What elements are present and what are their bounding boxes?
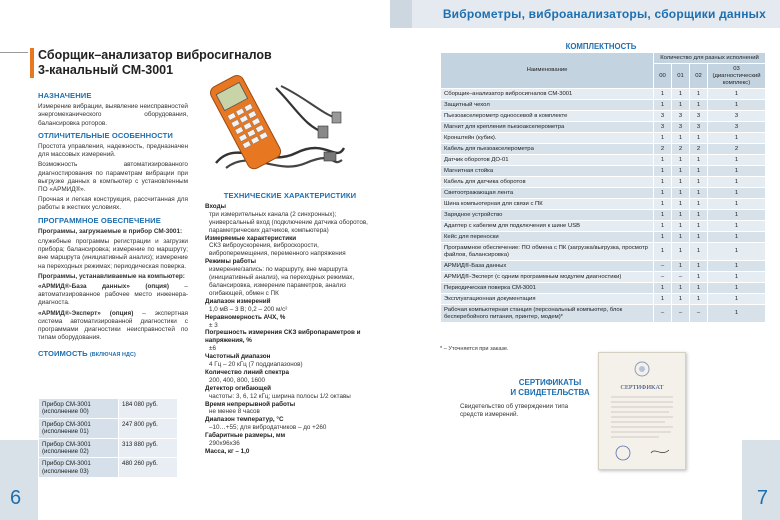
kit-item-qty: 1 xyxy=(708,243,766,261)
spec-value: частоты: 3, 6, 12 кГц; ширина полосы 1/2 октавы xyxy=(209,392,351,400)
kit-item-qty: 2 xyxy=(654,144,672,155)
kit-item-qty: 1 xyxy=(708,100,766,111)
kit-item-qty: 3 xyxy=(708,122,766,133)
kit-item-name: АРМИД®-База данных xyxy=(441,261,654,272)
kit-item-qty: 1 xyxy=(690,261,708,272)
kit-item-name: Кронштейн (кубик). xyxy=(441,133,654,144)
kit-item-qty: 1 xyxy=(672,188,690,199)
kit-item-qty: 1 xyxy=(672,221,690,232)
title-line-1: Сборщик–анализатор вибросигналов xyxy=(38,48,272,62)
kit-item-name: Эксплуатационная документация xyxy=(441,294,654,305)
spec-key: Режимы работы xyxy=(205,258,256,266)
right-page xyxy=(390,0,780,520)
spec-value: 200, 400, 800, 1600 xyxy=(209,376,266,384)
kit-row xyxy=(441,221,766,232)
kit-item-qty: 1 xyxy=(708,261,766,272)
kit-item-qty: 1 xyxy=(690,210,708,221)
spec-value: ± 3 xyxy=(209,321,218,329)
kit-item-qty: 3 xyxy=(708,111,766,122)
kit-col-variant: 01 xyxy=(672,64,690,89)
right-header-bar xyxy=(390,0,780,28)
kit-item-qty: 1 xyxy=(654,177,672,188)
kit-note: * – Уточняется при заказе. xyxy=(440,346,509,352)
kit-item-qty: 1 xyxy=(708,155,766,166)
kit-row xyxy=(441,155,766,166)
section-title: Виброметры, виброанализаторы, сборщики данных xyxy=(442,7,766,21)
kit-row xyxy=(441,188,766,199)
kit-item-qty: 1 xyxy=(708,294,766,305)
kit-item-qty: 1 xyxy=(708,188,766,199)
price-row xyxy=(39,399,178,419)
features-heading: ОТЛИЧИТЕЛЬНЫЕ ОСОБЕННОСТИ xyxy=(38,130,173,140)
software-p2 xyxy=(38,283,188,308)
kit-item-qty: 1 xyxy=(690,221,708,232)
spec-key: Время непрерывной работы xyxy=(205,400,296,408)
kit-item-name: Шина компьютерная для связи с ПК xyxy=(441,199,654,210)
spec-value: не менее 8 часов xyxy=(209,408,260,416)
kit-item-qty: 1 xyxy=(672,232,690,243)
kit-item-qty: 1 xyxy=(672,166,690,177)
kit-item-qty: 1 xyxy=(690,188,708,199)
price-item-value: 313 880 руб. xyxy=(119,438,178,458)
kit-col-name: Наименование xyxy=(441,53,654,89)
kit-item-qty: 1 xyxy=(672,133,690,144)
kit-item-qty: 1 xyxy=(672,89,690,100)
spec-key: Измеряемые характеристики xyxy=(205,234,297,242)
kit-item-name: Пьезоакселерометр одноосевой в комплекте xyxy=(441,111,654,122)
kit-item-qty: 1 xyxy=(654,199,672,210)
cert-doc-title: СЕРТИФИКАТ xyxy=(620,384,664,391)
spec-key: Частотный диапазон xyxy=(205,353,271,361)
left-header-bar xyxy=(0,0,390,28)
price-row xyxy=(39,458,178,478)
kit-row xyxy=(441,261,766,272)
purpose-text: Измерение вибрации, выявление неисправностей энергомеханического оборудования, балансировка роторов. xyxy=(38,103,188,127)
kit-item-qty: – xyxy=(654,272,672,283)
right-page-number-band xyxy=(742,440,780,520)
kit-row xyxy=(441,111,766,122)
kit-item-qty: 1 xyxy=(672,100,690,111)
kit-item-qty: 3 xyxy=(690,111,708,122)
kit-item-qty: 1 xyxy=(690,155,708,166)
specs-block xyxy=(205,188,375,456)
kit-item-qty: 1 xyxy=(708,210,766,221)
kit-item-qty: 1 xyxy=(708,283,766,294)
price-row xyxy=(39,438,178,458)
kit-row xyxy=(441,144,766,155)
kit-item-name: Кабель для датчика оборотов xyxy=(441,177,654,188)
price-heading xyxy=(38,350,188,359)
kit-col-variant: 02 xyxy=(690,64,708,89)
price-item-value: 480 260 руб. xyxy=(119,458,178,478)
kit-item-name: Зарядное устройство xyxy=(441,210,654,221)
price-row xyxy=(39,418,178,438)
price-item-name: Прибор СМ-3001 (исполнение 00) xyxy=(39,399,119,419)
kit-row xyxy=(441,243,766,261)
spec-value: 1,0 мВ – 3 В; 0,2 – 200 м/с² xyxy=(209,305,288,313)
kit-row xyxy=(441,166,766,177)
kit-row xyxy=(441,272,766,283)
kit-item-name: Магнитная стойка xyxy=(441,166,654,177)
spec-key: Погрешность измерения СКЗ вибропараметров и напряжения, % xyxy=(205,329,361,345)
kit-item-qty: 1 xyxy=(690,243,708,261)
kit-row xyxy=(441,283,766,294)
price-item-value: 247 800 руб. xyxy=(119,418,178,438)
kit-item-qty: 2 xyxy=(690,144,708,155)
kit-item-qty: 1 xyxy=(672,177,690,188)
kit-item-qty: 1 xyxy=(654,133,672,144)
kit-item-qty: 1 xyxy=(654,155,672,166)
kit-item-qty: 1 xyxy=(654,232,672,243)
kit-item-qty: 1 xyxy=(690,199,708,210)
kit-item-qty: 1 xyxy=(690,283,708,294)
price-item-name: Прибор СМ-3001 (исполнение 03) xyxy=(39,458,119,478)
kit-item-qty: 1 xyxy=(654,188,672,199)
kit-row xyxy=(441,133,766,144)
left-text-column xyxy=(38,88,188,363)
kit-item-qty: 1 xyxy=(672,261,690,272)
cert-text: Свидетельство об утверждении типа средств измерений. xyxy=(460,403,569,418)
software-p1: служебные программы регистрации и загрузки прибора; балансировка; измерение по маршруту; вне маршрута (инициативный анализ); измерение на переходных режимах; периодическая поверка. xyxy=(38,238,188,270)
kit-row xyxy=(441,305,766,323)
kit-item-qty: 1 xyxy=(708,305,766,323)
kit-item-qty: 1 xyxy=(672,243,690,261)
kit-item-qty: 3 xyxy=(672,111,690,122)
software-p3 xyxy=(38,310,188,343)
kit-item-name: Сборщик–анализатор вибросигналов СМ-3001 xyxy=(441,89,654,100)
kit-item-qty: – xyxy=(672,272,690,283)
price-item-name: Прибор СМ-3001 (исполнение 02) xyxy=(39,438,119,458)
software-sub1: Программы, загружаемые в прибор СМ-3001: xyxy=(38,227,183,235)
kit-col-variant: 03 (диагностический комплекс) xyxy=(708,64,766,89)
kit-heading: КОМПЛЕКТНОСТЬ xyxy=(565,42,637,51)
kit-item-qty: 1 xyxy=(672,155,690,166)
kit-item-qty: 1 xyxy=(708,272,766,283)
kit-row xyxy=(441,199,766,210)
software-p2-text: – автоматизированное рабочее место инженера-диагноста. xyxy=(38,283,188,307)
spec-key: Габаритные размеры, мм xyxy=(205,432,286,440)
kit-row xyxy=(441,232,766,243)
kit-row xyxy=(441,294,766,305)
certificate-image xyxy=(598,352,686,470)
kit-row xyxy=(441,100,766,111)
price-item-value: 184 080 руб. xyxy=(119,399,178,419)
kit-item-qty: 1 xyxy=(708,177,766,188)
device-photo xyxy=(206,68,346,178)
spec-key: Масса, кг – 1,0 xyxy=(205,448,250,455)
kit-item-qty: 1 xyxy=(708,89,766,100)
kit-row xyxy=(441,122,766,133)
kit-item-qty: 1 xyxy=(672,294,690,305)
spec-value: СКЗ виброускорения, виброскорости, виброперемещения, переменного напряжения xyxy=(209,242,346,258)
kit-item-qty: 3 xyxy=(690,122,708,133)
kit-item-qty: 1 xyxy=(654,294,672,305)
software-heading: ПРОГРАММНОЕ ОБЕСПЕЧЕНИЕ xyxy=(38,215,161,225)
kit-item-qty: 1 xyxy=(690,272,708,283)
kit-item-qty: 1 xyxy=(708,166,766,177)
kit-item-qty: 1 xyxy=(690,294,708,305)
kit-item-qty: 1 xyxy=(690,232,708,243)
specs-list xyxy=(205,203,375,456)
kit-item-name: Программное обеспечение: ПО обмена с ПК (загрузка/выгрузка, просмотр файлов, балансировка) xyxy=(441,243,654,261)
kit-item-qty: 1 xyxy=(708,221,766,232)
spec-key: Диапазон температур, °С xyxy=(205,416,284,424)
kit-item-qty: 1 xyxy=(654,100,672,111)
kit-item-qty: 2 xyxy=(672,144,690,155)
title-rule xyxy=(0,52,28,53)
spec-key: Неравномерность АЧХ, % xyxy=(205,313,286,321)
kit-item-qty: 1 xyxy=(654,221,672,232)
kit-item-qty: 1 xyxy=(654,243,672,261)
features-p1: Простота управления, надежность, предназначен для массовых измерений. xyxy=(38,143,188,159)
spec-value: измерение/запись: по маршруту, вне маршрута (инициативный анализ), на переходных режимах, балансировка, измерение параметров, анализ огибающей, обмен с ПК xyxy=(209,266,355,297)
header-tab xyxy=(390,0,412,28)
title-line-2: 3-канальный СМ-3001 xyxy=(38,63,174,77)
kit-item-qty: 1 xyxy=(690,177,708,188)
cert-heading-line-1: СЕРТИФИКАТЫ xyxy=(518,378,582,387)
right-page-number: 7 xyxy=(756,487,768,509)
kit-item-qty: – xyxy=(654,305,672,323)
software-p3-text: – экспертная система автоматизированной диагностики с программами диагностики неисправностей по типам оборудования. xyxy=(38,309,188,342)
kit-header-row xyxy=(441,53,766,64)
spec-key: Детектор огибающей xyxy=(205,384,271,392)
kit-item-name: Рабочая компьютерная станция (персональный компьютер, блок бесперебойного питания, принтер, модем)* xyxy=(441,305,654,323)
spec-value: 290х96х36 xyxy=(209,440,240,448)
price-table xyxy=(38,398,178,478)
specs-heading: ТЕХНИЧЕСКИЕ ХАРАКТЕРИСТИКИ xyxy=(223,191,357,200)
spec-value: 4 Гц – 20 кГц (7 поддиапазонов) xyxy=(209,361,303,369)
kit-item-qty: 1 xyxy=(672,210,690,221)
kit-item-qty: – xyxy=(690,305,708,323)
kit-item-qty: 1 xyxy=(690,166,708,177)
kit-item-qty: 1 xyxy=(690,100,708,111)
kit-item-qty: 1 xyxy=(654,166,672,177)
spec-value: –10…+55; для вибродатчиков – до +260 xyxy=(209,424,327,432)
cert-heading-line-2: И СВИДЕТЕЛЬСТВА xyxy=(510,388,590,397)
spec-key: Количество линий спектра xyxy=(205,368,290,376)
spec-value: ±6 xyxy=(209,345,216,353)
features-p3: Прочная и легкая конструкция, рассчитанная для работы в жестких условиях. xyxy=(38,196,188,212)
kit-item-name: Защитный чехол xyxy=(441,100,654,111)
kit-item-name: Кабель для пьезоакселерометра xyxy=(441,144,654,155)
kit-item-qty: – xyxy=(672,305,690,323)
kit-row xyxy=(441,210,766,221)
software-p3-bold: «АРМИД®-Эксперт» (опция) xyxy=(38,309,134,317)
kit-item-qty: 3 xyxy=(654,122,672,133)
certificate-drawing xyxy=(599,353,685,469)
kit-item-qty: 1 xyxy=(672,283,690,294)
kit-item-qty: 1 xyxy=(708,199,766,210)
kit-item-qty: 1 xyxy=(654,89,672,100)
kit-item-qty: 1 xyxy=(690,133,708,144)
price-item-name: Прибор СМ-3001 (исполнение 01) xyxy=(39,418,119,438)
kit-item-qty: 3 xyxy=(672,122,690,133)
software-p2-bold: «АРМИД®-База данных» (опция) xyxy=(38,283,169,291)
spec-key: Входы xyxy=(205,202,226,210)
kit-item-qty: 1 xyxy=(654,283,672,294)
kit-item-qty: 1 xyxy=(708,232,766,243)
kit-item-qty: – xyxy=(654,261,672,272)
kit-item-qty: 1 xyxy=(708,133,766,144)
software-sub2: Программы, устанавливаемые на компьютер: xyxy=(38,272,185,280)
purpose-heading: НАЗНАЧЕНИЕ xyxy=(38,91,92,100)
kit-row xyxy=(441,89,766,100)
kit-item-qty: 1 xyxy=(690,89,708,100)
kit-item-qty: 1 xyxy=(654,210,672,221)
left-page-number-band xyxy=(0,440,38,520)
kit-item-name: Светоотражающая лента xyxy=(441,188,654,199)
left-page-number: 6 xyxy=(10,487,22,509)
kit-table xyxy=(440,52,766,323)
kit-col-variant: 00 xyxy=(654,64,672,89)
kit-item-name: Кейс для переноски xyxy=(441,232,654,243)
kit-item-name: АРМИД®-Эксперт (с одним программным модулем диагностики) xyxy=(441,272,654,283)
price-heading-note: (ВКЛЮЧАЯ НДС) xyxy=(89,352,136,359)
spec-key: Диапазон измерений xyxy=(205,297,271,305)
price-heading-text: СТОИМОСТЬ xyxy=(38,349,88,359)
kit-item-qty: 3 xyxy=(654,111,672,122)
kit-item-qty: 1 xyxy=(672,199,690,210)
kit-row xyxy=(441,177,766,188)
kit-item-name: Периодическая поверка СМ-3001 xyxy=(441,283,654,294)
kit-item-name: Адаптер с кабелем для подключения к шине USB xyxy=(441,221,654,232)
spec-value: три измерительных канала (2 синхронных); универсальный вход (подключение датчика оборотов, параметрических датчиков, компьютера) xyxy=(209,210,368,234)
title-accent-bar xyxy=(30,48,34,78)
kit-item-name: Магнит для крепления пьезоакселерометра xyxy=(441,122,654,133)
kit-col-group: Количество для разных исполнений xyxy=(654,53,766,64)
kit-item-name: Датчик оборотов ДО-01 xyxy=(441,155,654,166)
kit-item-qty: 2 xyxy=(708,144,766,155)
features-p2: Возможность автоматизированного диагностирования по параметрам вибрации при выгрузке данных в компьютер с установленным ПО «АРМИД®». xyxy=(38,161,188,194)
